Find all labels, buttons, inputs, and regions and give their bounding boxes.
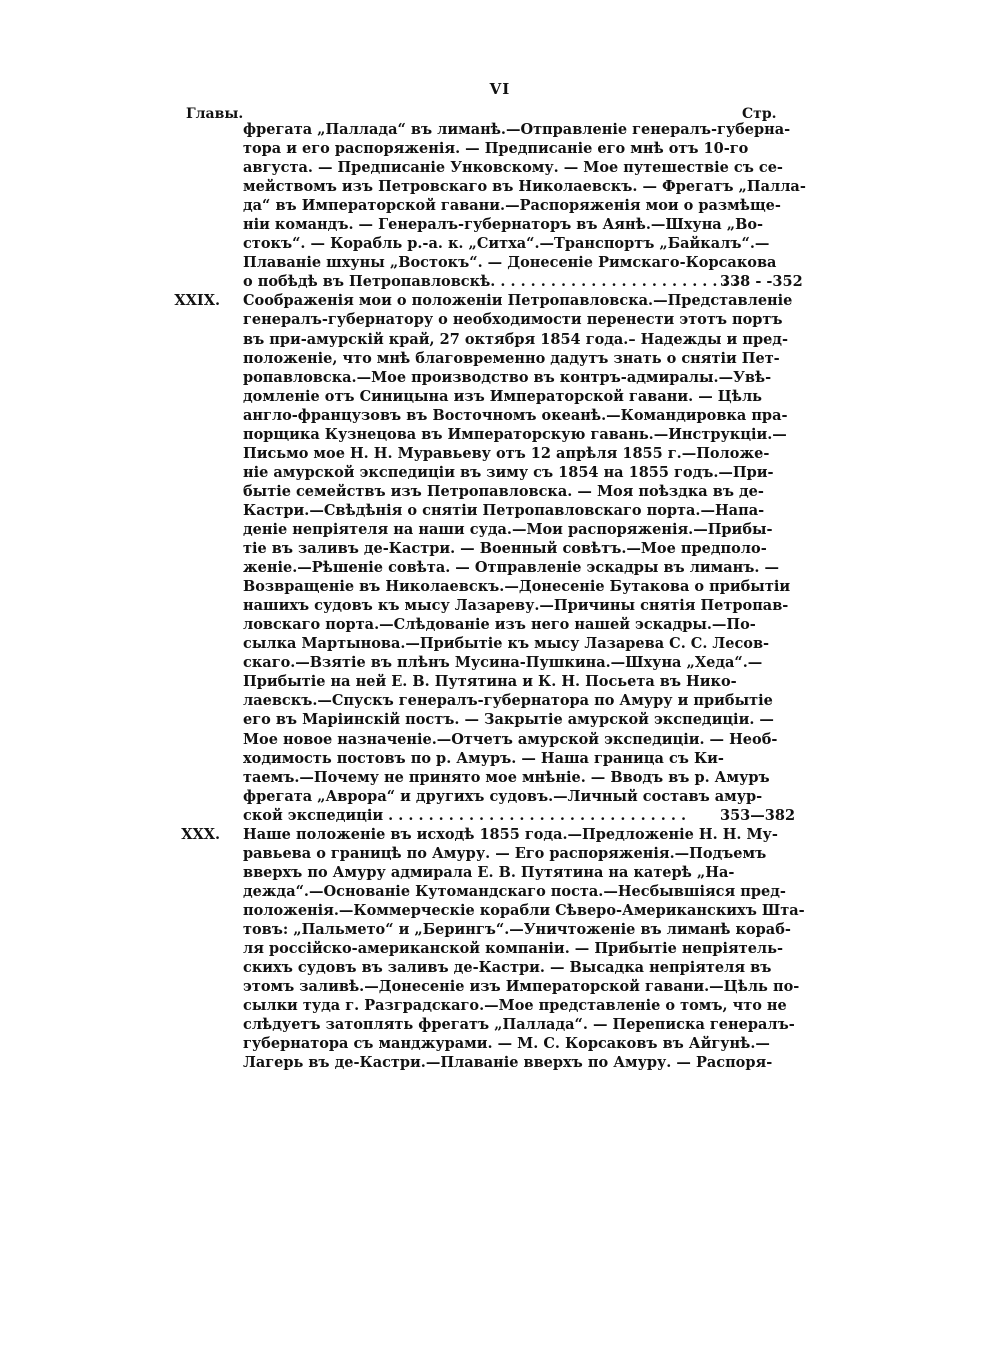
chapters-column-heading: Главы. (186, 106, 244, 122)
summary-line: сылки туда г. Разградскаго.—Мое представленіе о томъ, что не (243, 997, 787, 1015)
summary-line: фрегата „Аврора“ и другихъ судовъ.—Личный составъ амур- (243, 787, 763, 805)
summary-line: Возвращеніе въ Николаевскъ.—Донесеніе Бутакова о прибытіи (243, 578, 791, 596)
summary-line: ля россійско-американской компаніи. — Прибытіе непріятель- (243, 940, 783, 958)
summary-line: дежда“.—Основаніе Кутомандскаго поста.—Несбывшіяся пред- (243, 882, 786, 900)
summary-line: равьева о границѣ по Амуру. — Его распоряженія.—Подъемъ (243, 844, 767, 862)
summary-line: положенія.—Коммерческіе корабли Сѣверо-Американскихъ Шта- (243, 901, 805, 919)
summary-line: его въ Маріинскій постъ. — Закрытіе амурской экспедиціи. — (243, 711, 774, 729)
summary-line: этомъ заливѣ.—Донесеніе изъ Императорской гавани.—Цѣль по- (243, 978, 800, 996)
summary-line: ходимость постовъ по р. Амуръ. — Наша граница съ Ки- (243, 749, 724, 767)
summary-line: Кастри.—Свѣдѣнія о снятіи Петропавловскаго порта.—Напа- (243, 501, 765, 519)
summary-line: слѣдуетъ затоплять фрегатъ „Паллада“. — Переписка генералъ- (243, 1016, 795, 1034)
summary-line: Плаваніе шхуны „Востокъ“. — Донесеніе Римскаго-Корсакова (243, 254, 777, 272)
summary-line: таемъ.—Почему не принято мое мнѣніе. — Вводъ въ р. Амуръ (243, 768, 770, 786)
summary-line: скихъ судовъ въ заливъ де-Кастри. — Высадка непріятеля въ (243, 959, 772, 977)
summary-line: положеніе, что мнѣ благовременно дадутъ знать о снятіи Пет- (243, 349, 780, 367)
toc-entry (0, 120, 1000, 291)
summary-line: Письмо мое Н. Н. Муравьеву отъ 12 апрѣля 1855 г.—Положе- (243, 444, 770, 462)
summary-line: мействомъ изъ Петровскаго въ Николаевскъ. — Фрегатъ „Палла- (243, 178, 806, 196)
table-of-contents (0, 120, 1000, 1072)
summary-line: бытіе семействъ изъ Петропавловска. — Моя поѣздка въ де- (243, 482, 764, 500)
summary-line: скаго.—Взятіе въ плѣнъ Мусина-Пушкина.—Шхуна „Хеда“.— (243, 654, 763, 672)
summary-line: домленіе отъ Синицына изъ Императорской гавани. — Цѣль (243, 387, 763, 405)
pages-column-heading: Стр. (742, 106, 777, 122)
summary-line: сылка Мартынова.—Прибытіе къ мысу Лазарева С. С. Лесов- (243, 635, 770, 653)
summary-line: августа. — Предписаніе Унковскому. — Мое путешествіе съ се- (243, 159, 783, 177)
summary-line: тора и его распоряженія. — Предписаніе его мнѣ отъ 10-го (243, 140, 749, 158)
summary-line: генералъ-губернатору о необходимости перенести этотъ портъ (243, 311, 783, 329)
summary-line: товъ: „Пальмето“ и „Берингъ“.—Уничтоженіе въ лиманѣ кораб- (243, 920, 791, 938)
summary-line: Соображенія мои о положеніи Петропавловска.—Представленіе (243, 292, 793, 310)
summary-line: ской экспедиціи . . . . . . . . . . . . . . . . . . . . . . . . . . . . . . (243, 806, 687, 824)
summary-line: женіе.—Рѣшеніе совѣта. — Отправленіе эскадры въ лиманъ. — (243, 559, 779, 577)
summary-line: ніи командъ. — Генералъ-губернаторъ въ Аянѣ.—Шхуна „Во- (243, 216, 764, 234)
summary-line: ніе амурской экспедиціи въ зиму съ 1854 на 1855 годъ.—При- (243, 463, 774, 481)
chapter-number: XXX. (181, 825, 220, 843)
summary-line: ловскаго порта.—Слѣдованіе изъ него нашей эскадры.—По- (243, 616, 756, 634)
summary-line: вверхъ по Амуру адмирала Е. В. Путятина на катерѣ „На- (243, 863, 735, 881)
summary-line: да“ въ Императорской гавани.—Распоряженія мои о размѣще- (243, 197, 781, 215)
page-number: VI (489, 80, 511, 98)
summary-line: стокъ“. — Корабль р.-а. к. „Ситха“.—Транспортъ „Байкалъ“.— (243, 235, 770, 253)
summary-line: Мое новое назначеніе.—Отчетъ амурской экспедиціи. — Необ- (243, 730, 778, 748)
summary-line: о побѣдѣ въ Петропавловскѣ. . . . . . . . . . . . . . . . . . . . . . . . . (243, 273, 738, 291)
summary-line: губернатора съ манджурами. — М. С. Корсаковъ въ Айгунѣ.— (243, 1035, 770, 1053)
summary-line: деніе непріятеля на наши суда.—Мои распоряженія.—Прибы- (243, 520, 773, 538)
summary-line: Наше положеніе въ исходѣ 1855 года.—Предложеніе Н. Н. Му- (243, 825, 778, 843)
summary-line: въ при-амурскій край, 27 октября 1854 года.– Надежды и пред- (243, 330, 788, 348)
summary-line: фрегата „Паллада“ въ лиманѣ.—Отправленіе генералъ-губерна- (243, 121, 791, 138)
chapter-number: XXIX. (174, 292, 220, 310)
summary-line: Прибытіе на ней Е. В. Путятина и К. Н. Посьета въ Нико- (243, 673, 737, 691)
summary-line: англо-французовъ въ Восточномъ океанѣ.—Командировка пра- (243, 406, 788, 424)
page-range: 338 - -352 (720, 273, 803, 291)
toc-entry (0, 291, 1000, 824)
summary-line: лаевскъ.—Спускъ генералъ-губернатора по Амуру и прибытіе (243, 692, 773, 710)
toc-entry (0, 825, 1000, 1073)
summary-line: тіе въ заливъ де-Кастри. — Военный совѣтъ.—Мое предполо- (243, 540, 767, 558)
summary-line: Лагерь въ де-Кастри.—Плаваніе вверхъ по Амуру. — Распоря- (243, 1054, 773, 1072)
summary-line: порщика Кузнецова въ Императорскую гавань.—Инструкціи.— (243, 425, 787, 443)
page-range: 353—382 (720, 806, 796, 824)
chapter-summary (243, 825, 805, 1073)
summary-line: ропавловска.—Мое производство въ контръ-адмиралы.—Увѣ- (243, 368, 772, 386)
summary-line: нашихъ судовъ къ мысу Лазареву.—Причины снятія Петропав- (243, 597, 789, 615)
